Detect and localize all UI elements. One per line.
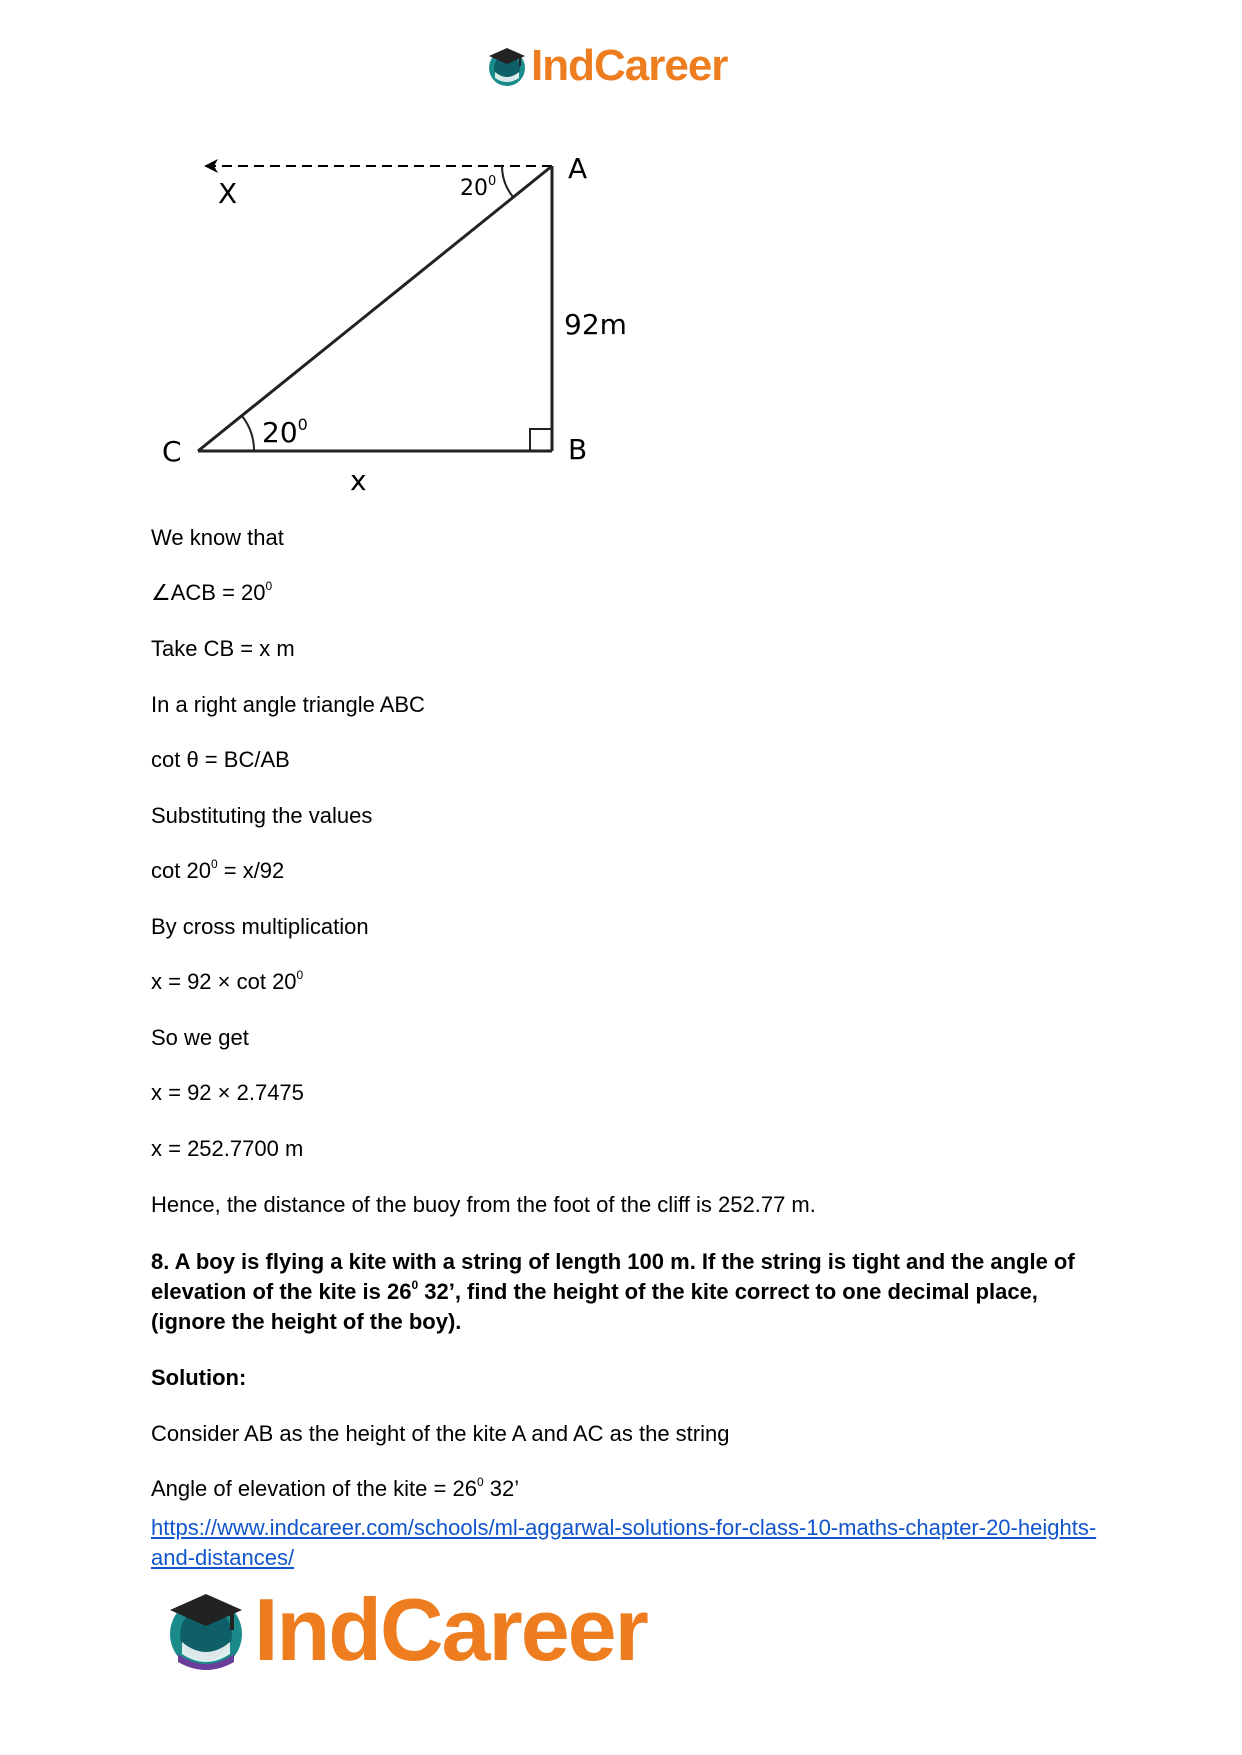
text-line: $x = 92 \times \cot 20^0$ bbox=[151, 968, 304, 994]
text-line: Angle of elevation of the kite = $26^0$ 32’ bbox=[151, 1475, 520, 1501]
label-height: 92m bbox=[564, 308, 627, 341]
footer-logo bbox=[162, 1580, 647, 1679]
label-b: B bbox=[568, 433, 588, 466]
text-line: cot θ = BC/AB bbox=[151, 747, 290, 772]
angle-label-bottom: $20^0$ bbox=[262, 415, 308, 449]
footer-logo-text: IndCareer bbox=[254, 1580, 647, 1679]
header-logo-text: IndCareer bbox=[531, 41, 728, 90]
right-angle-marker bbox=[530, 429, 552, 451]
text-line: Consider AB as the height of the kite A and AC as the string bbox=[151, 1421, 730, 1446]
angle-arc-a bbox=[502, 166, 513, 197]
text-line: By cross multiplication bbox=[151, 914, 369, 939]
label-a: A bbox=[568, 152, 588, 185]
label-base: x bbox=[350, 464, 367, 497]
text-line: We know that bbox=[151, 525, 284, 550]
graduation-cap-icon bbox=[485, 44, 529, 88]
source-link[interactable]: https://www.indcareer.com/schools/ml-aggarwal-solutions-for-class-10-maths-chapter-20-heights-and-distances/ bbox=[151, 1515, 1097, 1570]
solution-heading: Solution: bbox=[151, 1365, 247, 1390]
angle-label-top: $20^0$ bbox=[460, 174, 497, 201]
hypotenuse-ac bbox=[198, 166, 552, 451]
label-c: C bbox=[162, 435, 182, 468]
text-line: x = 92 × 2.7475 bbox=[151, 1080, 304, 1105]
text-line: Substituting the values bbox=[151, 803, 373, 828]
text-line: Take CB = x m bbox=[151, 636, 295, 661]
triangle-diagram bbox=[140, 140, 660, 500]
text-line: $\cot 20^0 = x/92$ bbox=[151, 857, 285, 883]
graduation-cap-icon bbox=[162, 1586, 250, 1674]
label-x-point: X bbox=[218, 177, 238, 210]
header-logo bbox=[485, 38, 727, 94]
text-line: Hence, the distance of the buoy from the foot of the cliff is 252.77 m. bbox=[151, 1192, 816, 1217]
question-8: 8. A boy is flying a kite with a string of length 100 m. If the string is tight and the angle of elevation of the kite is $26^0$ 32’, find the height of the kite correct to one decimal place, (ignore the height of the boy). bbox=[151, 1249, 1075, 1334]
text-line: So we get bbox=[151, 1025, 249, 1050]
text-line: x = 252.7700 m bbox=[151, 1136, 304, 1161]
text-line: In a right angle triangle ABC bbox=[151, 692, 425, 717]
text-line: ∠ACB = $20^0$ bbox=[151, 579, 273, 605]
angle-arc-c bbox=[242, 416, 254, 451]
